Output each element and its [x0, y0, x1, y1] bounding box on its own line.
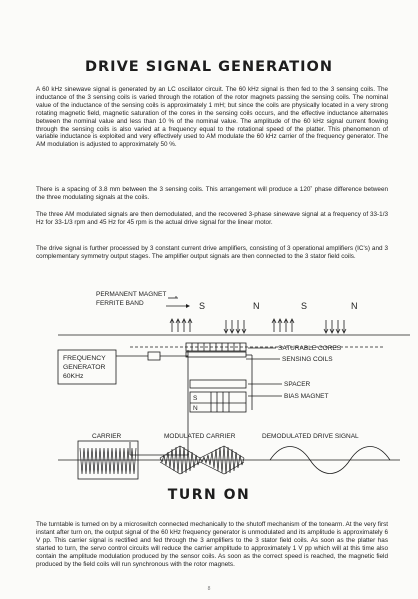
bias-magnet-block	[190, 392, 246, 412]
pole-label-2: N	[253, 301, 260, 311]
paragraph-1: A 60 kHz sinewave signal is generated by an LC oscillator circuit. The 60 kHz signal is then fed to the 3 sensing coils. The inductance of the 3 sensing coils is varied through the rotation of the rotor magnets passing the sensing coils. The nominal value of the inductance of the sensing coils is approximately 1 mH; but since the coils are physically located in a very strong rotating magnetic field, magnetic saturation of the cores in the sensing coils occurs, and the effective inductance alternates between the nominal value and less than 10 % of the nominal value. The amplitude of the 60 kHz signal current flowing through the sensing coils is also varied at a frequency equal to the rotational speed of the platter. This phenomenon of variable inductance is exploited and very effectively used to AM modulate the 60 kHz carrier of the frequency generator. The AM modulation is adjusted to approximately 50 %.	[36, 86, 388, 149]
bias-magnet-pole-s: S	[193, 395, 198, 402]
pole-label-3: S	[301, 301, 308, 311]
field-arrows-group-3	[272, 319, 294, 332]
frequency-generator-label-2: GENERATOR	[63, 364, 106, 371]
modulated-carrier-envelope-bottom	[160, 462, 244, 474]
paragraph-3: The three AM modulated signals are then demodulated, and the recovered 3-phase sinewave signal at a frequency of 33-1/3 Hz for 33-1/3 rpm and 45 Hz for 45 rpm is the actual drive signal for the linear motor.	[36, 211, 388, 226]
sensing-coils-label: SENSING COILS	[282, 356, 333, 363]
frequency-generator-label-3: 60KHz	[63, 373, 84, 380]
frequency-generator-label-1: FREQUENCY	[63, 355, 106, 362]
spacer-block	[190, 380, 246, 388]
bias-magnet-label: BIAS MAGNET	[284, 393, 329, 400]
permanent-magnet-label: PERMANENT MAGNET	[96, 291, 167, 298]
field-arrows-group-2	[224, 320, 246, 333]
turn-on-title: TURN ON	[167, 487, 251, 503]
section-title: DRIVE SIGNAL GENERATION	[84, 59, 333, 75]
pole-label-1: S	[199, 301, 206, 311]
pole-label-4: N	[351, 301, 358, 311]
demodulated-drive-signal-label: DEMODULATED DRIVE SIGNAL	[262, 433, 359, 440]
turn-on-paragraph: The turntable is turned on by a microswitch connected mechanically to the shutoff mechanism of the tonearm. At the very first instant after turn on, the output signal of the 60 kHz frequency generator is unmodulated and its amplitude is approximately 6 V pp. This carrier signal is rectified and fed through the 3 amplifiers to the 3 stator field coils. As soon as the platter has started to turn, the servo control circuits will reduce the carrier amplitude to approximately 1 V pp which will at this time also contain the amplitude modulation produced by the sensor coils. As soon as the correct speed is reached, the magnetic field produced by the field coils will run synchronous with the rotor magnets.	[36, 521, 388, 568]
carrier-label: CARRIER	[92, 433, 122, 440]
saturable-cores-label: SATURABLE CORES	[278, 345, 342, 352]
field-arrows-group-4	[324, 320, 346, 333]
sensing-coil-block	[186, 352, 246, 357]
field-arrows-group-1	[170, 319, 192, 332]
bias-magnet-pole-n: N	[193, 405, 198, 412]
spacer-label: SPACER	[284, 381, 311, 388]
modulated-carrier-label: MODULATED CARRIER	[164, 433, 236, 440]
paragraph-2: There is a spacing of 3.8 mm between the 3 sensing coils. This arrangement will produce a 120˚ phase difference between the three modulating signals at the coils.	[36, 186, 388, 201]
resistor	[148, 352, 160, 360]
ferrite-band-label: FERRITE BAND	[96, 300, 144, 307]
page-number: 8	[207, 586, 211, 592]
ferrite-band-arrowhead	[186, 304, 190, 308]
paragraph-4: The drive signal is further processed by 3 constant current drive amplifiers, consisting of 3 operational amplifiers (IC's) and 3 complementary symmetry output stages. The amplifier output signals are then connected to the 3 stator field coils.	[36, 245, 388, 260]
carrier-waveform	[80, 448, 136, 474]
